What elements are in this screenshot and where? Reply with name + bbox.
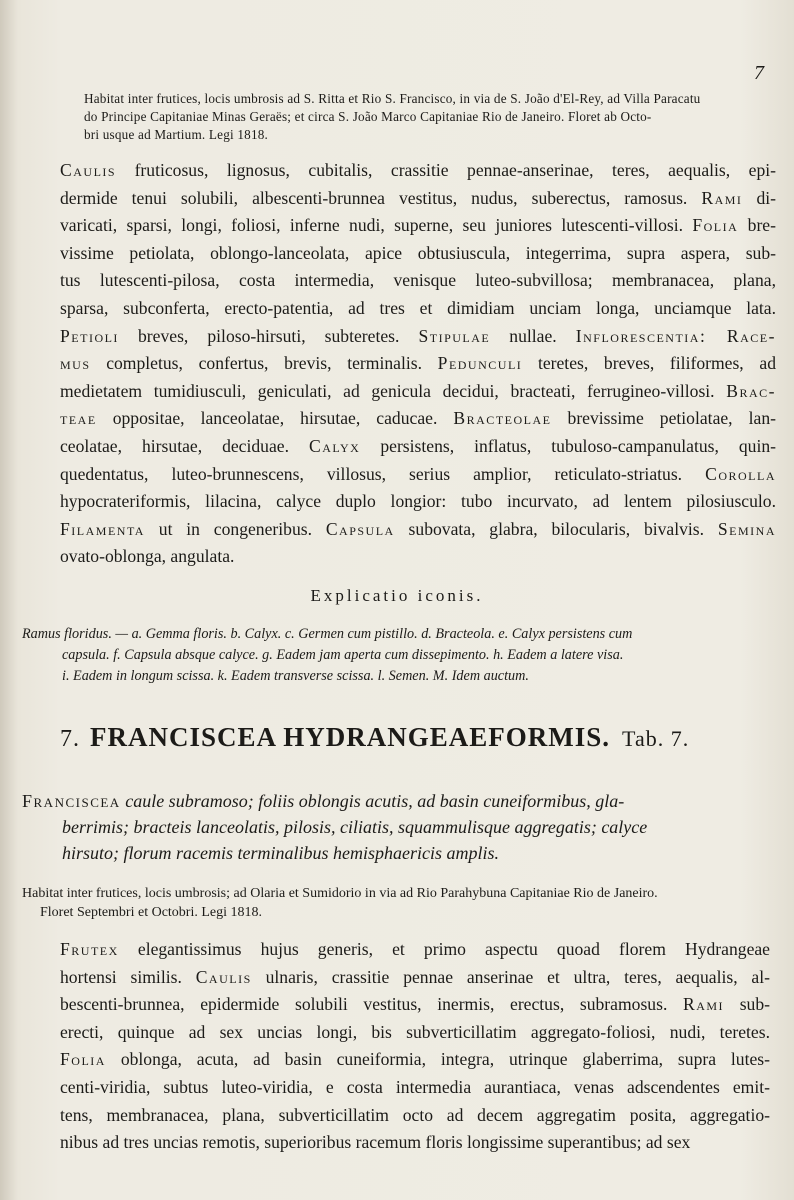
description-text: medietatem tumidiusculi, geniculati, ad genicula decidui, bracteati, ferrugineo-villosi. (60, 380, 727, 401)
organ-term: Rami (682, 994, 725, 1015)
organ-term: Frutex (60, 939, 119, 959)
description-line (60, 936, 770, 964)
description-text: dermide tenui solubili, albescenti-brunnea vestitus, nudus, suberectus, ramosus. (60, 187, 702, 208)
habitat-line: Habitat inter frutices, locis umbrosis; ad Olaria et Sumidorio in via ad Rio Parahybuna Capitaniae Rio de Janeiro. (22, 886, 658, 901)
description-text: bre- (738, 215, 776, 236)
plate-reference: Tab. 7. (622, 726, 690, 751)
habitat-note-1 (84, 90, 770, 144)
description-line (60, 991, 770, 1019)
habitat-line: Habitat inter frutices, locis umbrosis ad S. Ritta et Rio S. Francisco, in via de S. João d'El-Rey, ad Villa Paracatu (84, 91, 701, 106)
description-line (60, 267, 776, 295)
description-line (60, 157, 776, 185)
organ-term: Capsula (325, 518, 395, 539)
description-text: quedentatus, luteo-brunnescens, villosus, serius amplior, reticulato-striatus. (60, 463, 706, 484)
organ-term: Rami (701, 187, 743, 208)
organ-term: Semina (717, 518, 776, 539)
description-text: fruticosus, lignosus, cubitalis, crassitie pennae-anserinae, teres, aequalis, epi- (116, 160, 776, 180)
description-line (60, 488, 776, 516)
description-text: tens, membranacea, plana, subverticillatim octo ad decem aggregatim posita, aggregatio- (60, 1104, 770, 1125)
organ-term: Petioli (60, 325, 119, 346)
diagnosis (22, 788, 766, 866)
organ-term: Caulis (195, 966, 252, 987)
organ-term: Folia (60, 1049, 106, 1070)
description-text: centi-viridia, subtus luteo-viridia, e costa intermedia aurantiaca, venas adscendentes emit- (60, 1076, 770, 1097)
description-text: nullae. (490, 325, 576, 346)
description-text: elegantissimus hujus generis, et primo aspectu quoad florem Hydrangeae (118, 939, 770, 959)
species-number: 7. (60, 726, 80, 752)
description-text: ovato-oblonga, angulata. (60, 546, 235, 567)
description-line (60, 516, 776, 544)
description-line (60, 185, 776, 213)
description-text: teretes, breves, filiformes, ad (522, 353, 776, 374)
habitat-note-2 (22, 884, 766, 922)
description-text: subovata, glabra, bilocularis, bivalvis. (394, 518, 718, 539)
description-line (60, 212, 776, 240)
explicatio-line: i. Eadem in longum scissa. k. Eadem transverse scissa. l. Semen. M. Idem auctum. (62, 668, 529, 684)
organ-term: Caulis (60, 160, 117, 180)
organ-term: Calyx (308, 435, 361, 456)
explicatio-heading: Explicatio iconis. (310, 586, 484, 605)
description-line (60, 1102, 770, 1130)
description-text: bescenti-brunnea, epidermide solubili vestitus, inermis, erectus, subramosus. (60, 994, 683, 1015)
species-name: FRANCISCEA HYDRANGEAEFORMIS. (90, 722, 611, 752)
description-line (60, 378, 776, 406)
diagnosis-line: caule subramoso; foliis oblongis acutis, ad basin cuneiformibus, gla- (120, 791, 625, 811)
organ-term: Brac- (726, 380, 776, 401)
organ-term: Corolla (705, 463, 776, 484)
species-title (60, 722, 689, 753)
description-text: vissime petiolata, oblongo-lanceolata, apice obtusiuscula, integerrima, supra aspera, sub- (60, 242, 776, 263)
description-text: breves, piloso-hirsuti, subteretes. (118, 325, 419, 346)
organ-term: Stipulae (418, 325, 491, 346)
explicatio-line: Ramus floridus. — a. Gemma floris. b. Calyx. c. Germen cum pistillo. d. Bracteola. e. Calyx persistens cum (22, 626, 633, 642)
description-line (60, 1046, 770, 1074)
description-line (60, 405, 776, 433)
description-text: oblonga, acuta, ad basin cuneiformia, integra, utrinque glaberrima, supra lutes- (105, 1049, 770, 1070)
organ-term: Inflorescentia: Race- (575, 325, 776, 346)
diagnosis-line: hirsuto; florum racemis terminalibus hemisphaericis amplis. (62, 843, 499, 863)
description-line (60, 323, 776, 351)
organ-term: Pedunculi (437, 353, 523, 374)
organ-term: teae (60, 408, 97, 429)
habitat-line: do Principe Capitaniae Minas Geraës; et circa S. João Marco Capitaniae Rio de Janeiro. Floret ab Octo- (84, 109, 652, 124)
description-text: varicati, sparsi, longi, foliosi, inferne nudi, superne, seu juniores lutescenti-villosi. (60, 215, 693, 236)
organ-term: Filamenta (60, 518, 145, 539)
organ-term: Bracteolae (453, 408, 552, 429)
description-line (60, 964, 770, 992)
description-text: tus lutescenti-pilosa, costa intermedia, venisque luteo-subvillosa; membranacea, plana, (60, 270, 776, 291)
description-text: nibus ad tres uncias remotis, superioribus racemum floris longissime superantibus; ad sex (60, 1132, 691, 1153)
description-line (60, 350, 776, 378)
explicatio-line: capsula. f. Capsula absque calyce. g. Eadem jam aperta cum dissepimento. h. Eadem a latere visa. (62, 647, 624, 663)
description-line (60, 240, 776, 268)
description-text: hypocrateriformis, lilacina, calyce duplo longior: tubo incurvato, ad lentem pilosiusculo. (60, 491, 776, 512)
description-text: di- (742, 187, 776, 208)
explicatio-iconis (22, 624, 766, 687)
description-line (60, 295, 776, 323)
description-line (60, 1129, 770, 1157)
page-number: 7 (754, 62, 764, 84)
description-text: ulnaris, crassitie pennae anserinae et ultra, teres, aequalis, al- (251, 966, 770, 987)
description-text: ceolatae, hirsutae, deciduae. (60, 435, 309, 456)
description-line (60, 1019, 770, 1047)
habitat-line: Floret Septembri et Octobri. Legi 1818. (40, 905, 263, 920)
description-1 (60, 157, 776, 571)
description-text: completus, confertus, brevis, terminalis. (90, 353, 438, 374)
description-text: oppositae, lanceolatae, hirsutae, caducae. (96, 408, 454, 429)
description-text: ut in congeneribus. (144, 518, 326, 539)
description-text: persistens, inflatus, tubuloso-campanulatus, quin- (360, 435, 776, 456)
organ-term: mus (60, 353, 91, 374)
description-2 (60, 936, 770, 1157)
habitat-line: bri usque ad Martium. Legi 1818. (84, 127, 269, 142)
description-line (60, 543, 776, 571)
organ-term: Folia (692, 215, 739, 236)
diagnosis-line: berrimis; bracteis lanceolatis, pilosis, ciliatis, squammulisque aggregatis; calyce (62, 817, 648, 837)
description-line (60, 433, 776, 461)
description-text: erecti, quinque ad sex uncias longi, bis subverticillatim aggregato-foliosi, nudi, teretes. (60, 1021, 770, 1042)
description-text: sub- (724, 994, 770, 1015)
diagnosis-genus: Franciscea (22, 791, 121, 811)
description-text: hortensi similis. (60, 966, 196, 987)
description-line (60, 1074, 770, 1102)
description-line (60, 461, 776, 489)
description-text: sparsa, subconferta, erecto-patentia, ad tres et dimidiam unciam longa, unciamque lata. (60, 297, 776, 318)
description-text: brevissime petiolatae, lan- (551, 408, 776, 429)
